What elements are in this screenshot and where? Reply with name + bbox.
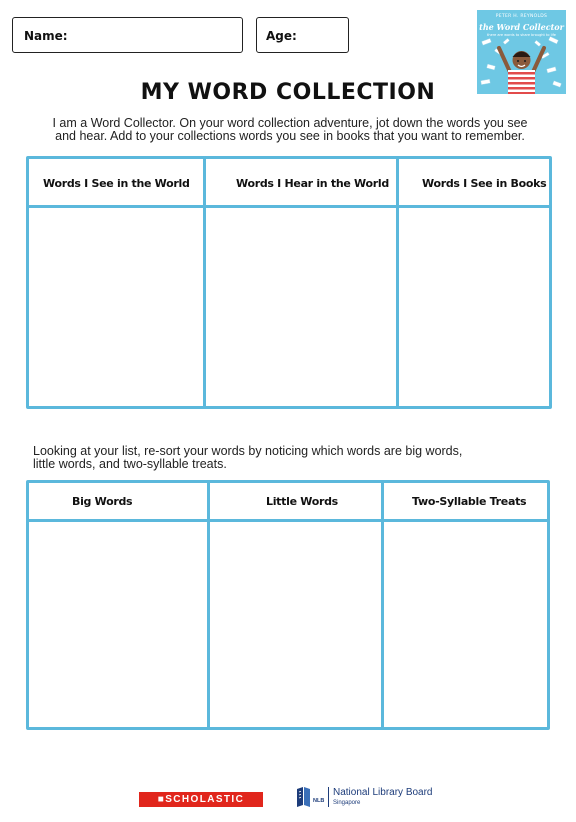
scholastic-logo: ■SCHOLASTIC <box>139 792 263 807</box>
name-label: Name: <box>24 29 68 43</box>
nlb-name: National Library Board <box>333 787 433 798</box>
writing-area-see-books[interactable] <box>400 209 548 405</box>
table1-header-divider <box>26 205 552 208</box>
column-header-see-world: Words I See in the World <box>43 177 190 190</box>
table2-header-divider <box>26 519 550 522</box>
writing-area-see-world[interactable] <box>30 209 202 405</box>
age-label: Age: <box>266 29 297 43</box>
page-title: MY WORD COLLECTION <box>140 80 436 105</box>
writing-area-little-words[interactable] <box>211 523 380 726</box>
table2-col-divider-1 <box>207 480 210 730</box>
cover-title: the Word Collector <box>479 22 564 32</box>
nlb-logo <box>296 785 456 811</box>
cover-author: PETER H. REYNOLDS <box>495 14 548 19</box>
column-header-little-words: Little Words <box>266 495 338 508</box>
nlb-separator <box>328 787 329 807</box>
writing-area-big-words[interactable] <box>30 523 206 726</box>
table1-col-divider-1 <box>203 156 206 409</box>
column-header-hear-world: Words I Hear in the World <box>236 177 389 190</box>
resort-line-1: Looking at your list, re-sort your words by noticing which words are big words, <box>33 444 463 458</box>
nlb-abbr: NLB <box>313 798 325 804</box>
table2-col-divider-2 <box>381 480 384 730</box>
cover-subtitle: there are words to share brought to life <box>487 33 556 37</box>
nlb-subtitle: Singapore <box>333 800 361 806</box>
resort-line-2: little words, and two-syllable treats. <box>33 457 227 471</box>
writing-area-hear-world[interactable] <box>207 209 395 405</box>
nlb-book-icon <box>296 786 312 808</box>
column-header-big-words: Big Words <box>72 495 133 508</box>
intro-line-1: I am a Word Collector. On your word collection adventure, jot down the words you see <box>52 116 528 130</box>
writing-area-two-syllable[interactable] <box>385 523 546 726</box>
column-header-two-syllable: Two-Syllable Treats <box>412 495 527 508</box>
intro-line-2: and hear. Add to your collections words you see in books that you want to remember. <box>55 129 525 143</box>
table1-col-divider-2 <box>396 156 399 409</box>
column-header-see-books: Words I See in Books <box>422 177 547 190</box>
